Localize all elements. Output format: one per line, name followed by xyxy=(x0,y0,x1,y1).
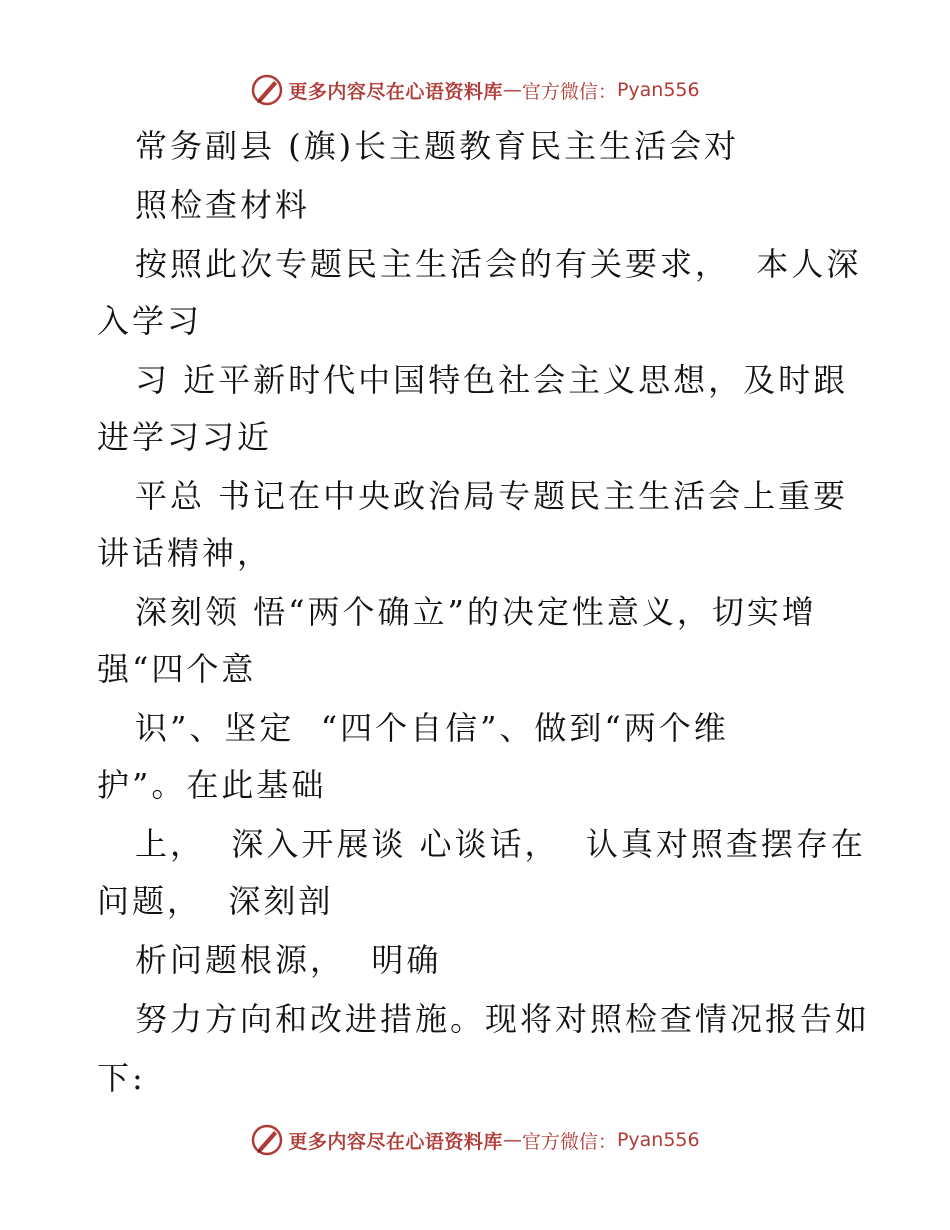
paragraph-line: 识”、坚定 “四个自信”、做到“两个维 xyxy=(135,709,729,747)
watermark-label: 官方微信： xyxy=(521,80,617,103)
title-line-2: 照检查材料 xyxy=(135,186,311,224)
paragraph-line: 深刻领 悟“两个确立”的决定性意义，切实增 xyxy=(135,593,817,631)
paragraph-line: 析问题根源， 明确 xyxy=(135,941,442,979)
paragraph-line: 平总 书记在中央政治局专题民主生活会上重要 xyxy=(135,477,849,515)
watermark-separator: — xyxy=(502,79,522,101)
paragraph-line: 问题， 深刻剖 xyxy=(97,882,334,920)
watermark-separator: — xyxy=(502,1129,522,1151)
paragraph-line: 习 近平新时代中国特色社会主义思想，及时跟 xyxy=(135,361,849,399)
watermark-text: 更多内容尽在心语资料库 xyxy=(288,1130,503,1153)
watermark-id: Pyan556 xyxy=(616,79,700,101)
paragraph-line: 进学习习近 xyxy=(97,418,273,456)
pen-logo-icon xyxy=(250,1123,284,1157)
paragraph-line: 入学习 xyxy=(97,302,203,340)
header-watermark xyxy=(0,70,950,110)
watermark-id: Pyan556 xyxy=(616,1129,700,1151)
pen-logo-icon xyxy=(250,73,284,107)
paragraph-line: 努力方向和改进措施。现将对照检查情况报告如 xyxy=(135,1000,871,1038)
paragraph-line: 按照此次专题民主生活会的有关要求， 本人深 xyxy=(135,245,862,283)
watermark-text: 更多内容尽在心语资料库 xyxy=(288,80,503,103)
paragraph-line: 上， 深入开展谈 心谈话， 认真对照查摆存在 xyxy=(135,825,866,863)
watermark-label: 官方微信： xyxy=(521,1130,617,1153)
footer-watermark xyxy=(0,1120,950,1160)
paragraph-line: 下: xyxy=(97,1059,146,1097)
title-line-1: 常务副县 (旗)长主题教育民主生活会对 xyxy=(135,127,740,165)
paragraph-line: 护”。在此基础 xyxy=(97,766,327,804)
paragraph-line: 讲话精神， xyxy=(97,534,273,572)
paragraph-line: 强“四个意 xyxy=(97,650,257,688)
